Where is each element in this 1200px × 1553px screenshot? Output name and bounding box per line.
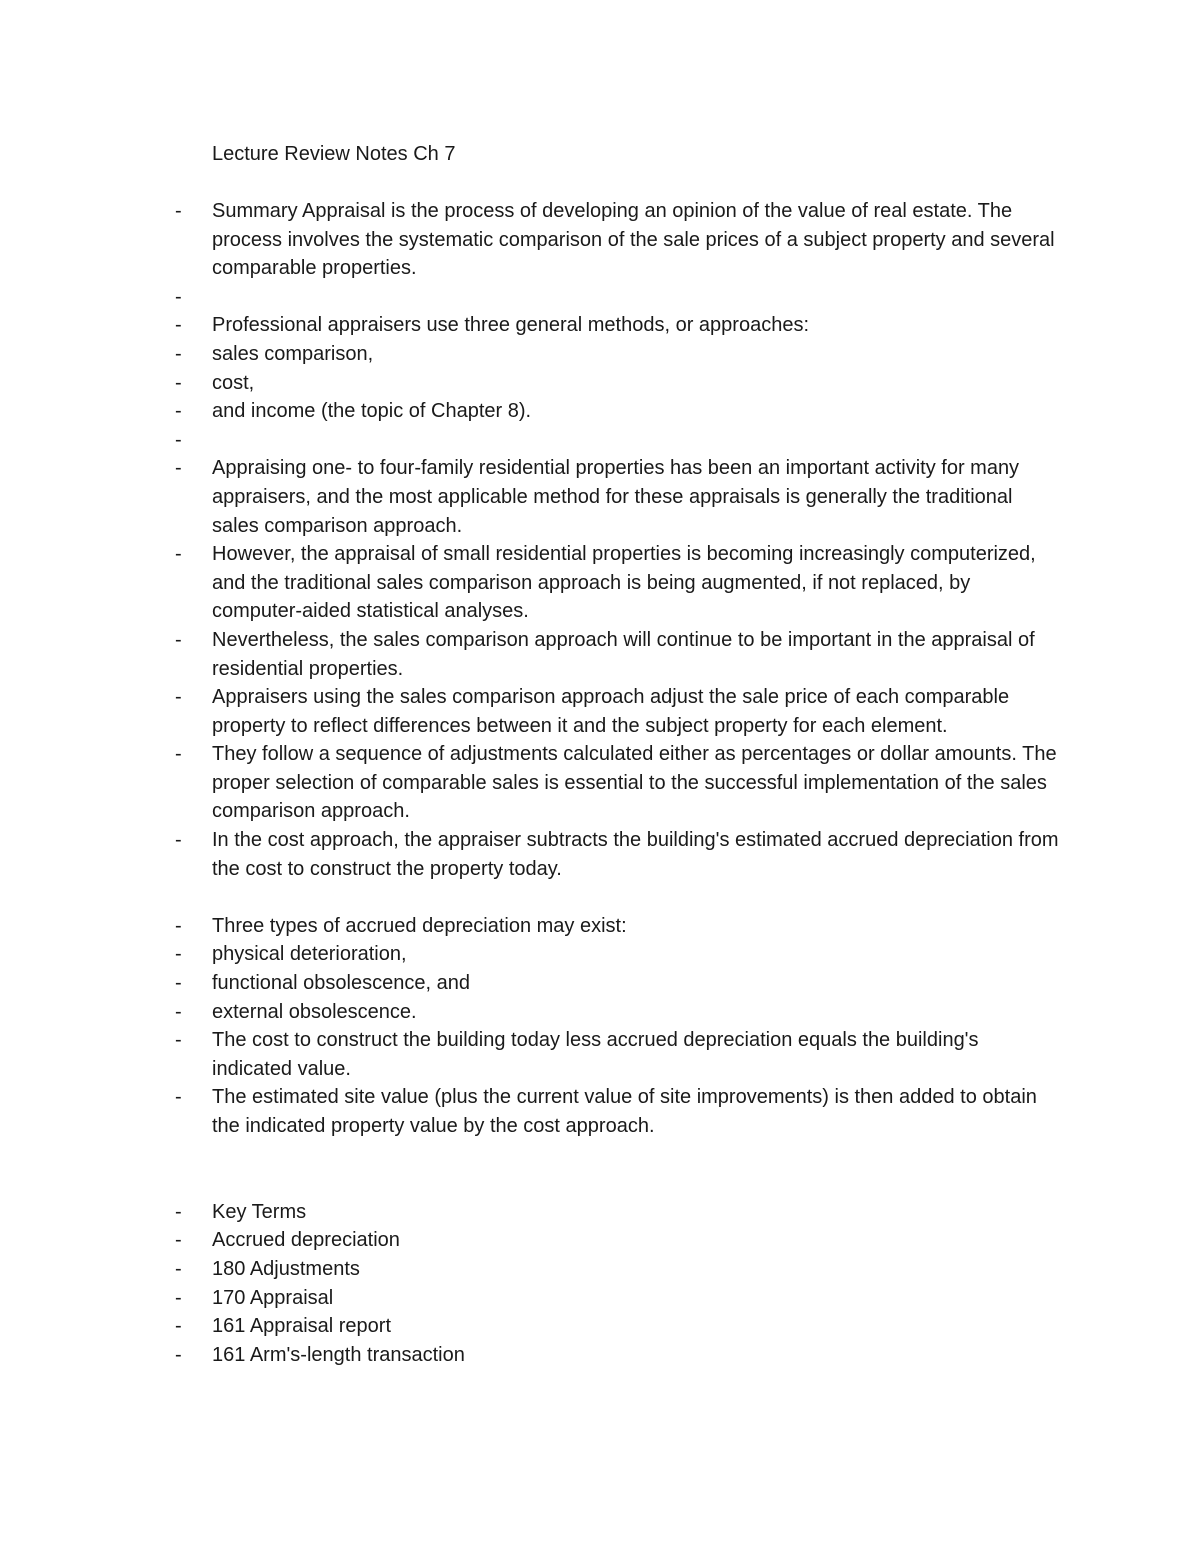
list-item	[0, 740, 1062, 826]
list-item-text: cost,	[212, 371, 255, 394]
list-item	[0, 940, 1062, 969]
bullet-dash: -	[175, 1029, 182, 1052]
document-title: Lecture Review Notes Ch 7	[212, 143, 456, 165]
list-item-empty	[0, 426, 1062, 455]
bullet-dash: -	[175, 1000, 182, 1023]
key-term-item	[0, 1284, 1062, 1313]
list-item-text: Professional appraisers use three general methods, or approaches:	[212, 314, 810, 337]
blank-line	[0, 1141, 1200, 1198]
list-item-text: 161 Arm's-length transaction	[212, 1343, 465, 1366]
list-item-text: The cost to construct the building today less accrued depreciation equals the building's indicated value.	[212, 1029, 979, 1080]
list-item-text: The estimated site value (plus the current value of site improvements) is then added to obtain the indicated property value by the cost approach.	[212, 1086, 1037, 1137]
list-item	[0, 340, 1062, 369]
bullet-dash: -	[175, 1257, 182, 1280]
list-item-text: external obsolescence.	[212, 1000, 417, 1023]
bullet-dash: -	[175, 1286, 182, 1309]
bullet-dash: -	[175, 1200, 182, 1223]
list-item	[0, 1083, 1062, 1140]
list-item-text: 180 Adjustments	[212, 1257, 360, 1280]
bullet-dash: -	[175, 628, 182, 651]
bullet-dash: -	[175, 972, 182, 995]
list-item-text: In the cost approach, the appraiser subtracts the building's estimated accrued depreciation from the cost to construct the property today.	[212, 829, 1059, 880]
list-item	[0, 912, 1062, 941]
list-item	[0, 969, 1062, 998]
list-item-text: However, the appraisal of small residential properties is becoming increasingly computerized, and the traditional sales comparison approach is being augmented, if not replaced, by computer-aided statistical analyses.	[212, 543, 1036, 623]
list-item-text: sales comparison,	[212, 342, 374, 365]
list-item	[0, 311, 1062, 340]
list-item	[0, 197, 1062, 283]
bullet-dash: -	[175, 1315, 182, 1338]
bullet-dash: -	[175, 371, 182, 394]
list-item	[0, 369, 1062, 398]
list-item-text: Appraising one- to four-family residential properties has been an important activity for many appraisers, and the most applicable method for these appraisals is generally the traditional sales comparison approach.	[212, 457, 1020, 537]
bullet-dash: -	[175, 829, 182, 852]
list-item-text: 161 Appraisal report	[212, 1315, 392, 1338]
list-item-text: They follow a sequence of adjustments calculated either as percentages or dollar amounts. The proper selection of comparable sales is essential to the successful implementation of the sales comparison approach.	[212, 743, 1057, 823]
bullet-dash: -	[175, 400, 182, 423]
key-term-item	[0, 1226, 1062, 1255]
list-item	[0, 454, 1062, 540]
list-item	[0, 1026, 1062, 1083]
key-terms-heading	[0, 1198, 1062, 1227]
key-term-item	[0, 1312, 1062, 1341]
list-item	[0, 826, 1062, 883]
bullet-dash: -	[175, 428, 182, 451]
list-item-text: physical deterioration,	[212, 943, 407, 966]
list-item-text: Accrued depreciation	[212, 1229, 400, 1252]
list-item-text: Nevertheless, the sales comparison approach will continue to be important in the appraisal of residential properties.	[212, 628, 1035, 680]
notes-list	[0, 197, 1200, 1369]
list-item-text: functional obsolescence, and	[212, 972, 470, 995]
list-item	[0, 998, 1062, 1027]
bullet-dash: -	[175, 457, 182, 480]
bullet-dash: -	[175, 1086, 182, 1109]
list-item-text: 170 Appraisal	[212, 1286, 334, 1309]
list-item-text: and income (the topic of Chapter 8).	[212, 400, 532, 423]
bullet-dash: -	[175, 743, 182, 766]
key-term-item	[0, 1341, 1062, 1370]
list-item-text: Appraisers using the sales comparison approach adjust the sale price of each comparable property to reflect differences between it and the subject property for each element.	[212, 686, 1010, 737]
bullet-dash: -	[175, 200, 182, 222]
list-item	[0, 540, 1062, 626]
bullet-dash: -	[175, 686, 182, 709]
list-item	[0, 397, 1062, 426]
list-item-empty	[0, 283, 1062, 312]
list-item-text: Three types of accrued depreciation may exist:	[212, 914, 627, 937]
bullet-dash: -	[175, 914, 182, 937]
list-item	[0, 626, 1062, 683]
bullet-dash: -	[175, 314, 182, 337]
list-item-text: Summary Appraisal is the process of developing an opinion of the value of real estate. The process involves the systematic comparison of the sale prices of a subject property and several comparable properties.	[212, 200, 1055, 280]
bullet-dash: -	[175, 285, 182, 308]
bullet-dash: -	[175, 1343, 182, 1366]
bullet-dash: -	[175, 1229, 182, 1252]
bullet-dash: -	[175, 943, 182, 966]
bullet-dash: -	[175, 543, 182, 566]
list-item	[0, 683, 1062, 740]
key-term-item	[0, 1255, 1062, 1284]
blank-line	[0, 883, 1200, 912]
list-item-text: Key Terms	[212, 1200, 307, 1223]
bullet-dash: -	[175, 342, 182, 365]
